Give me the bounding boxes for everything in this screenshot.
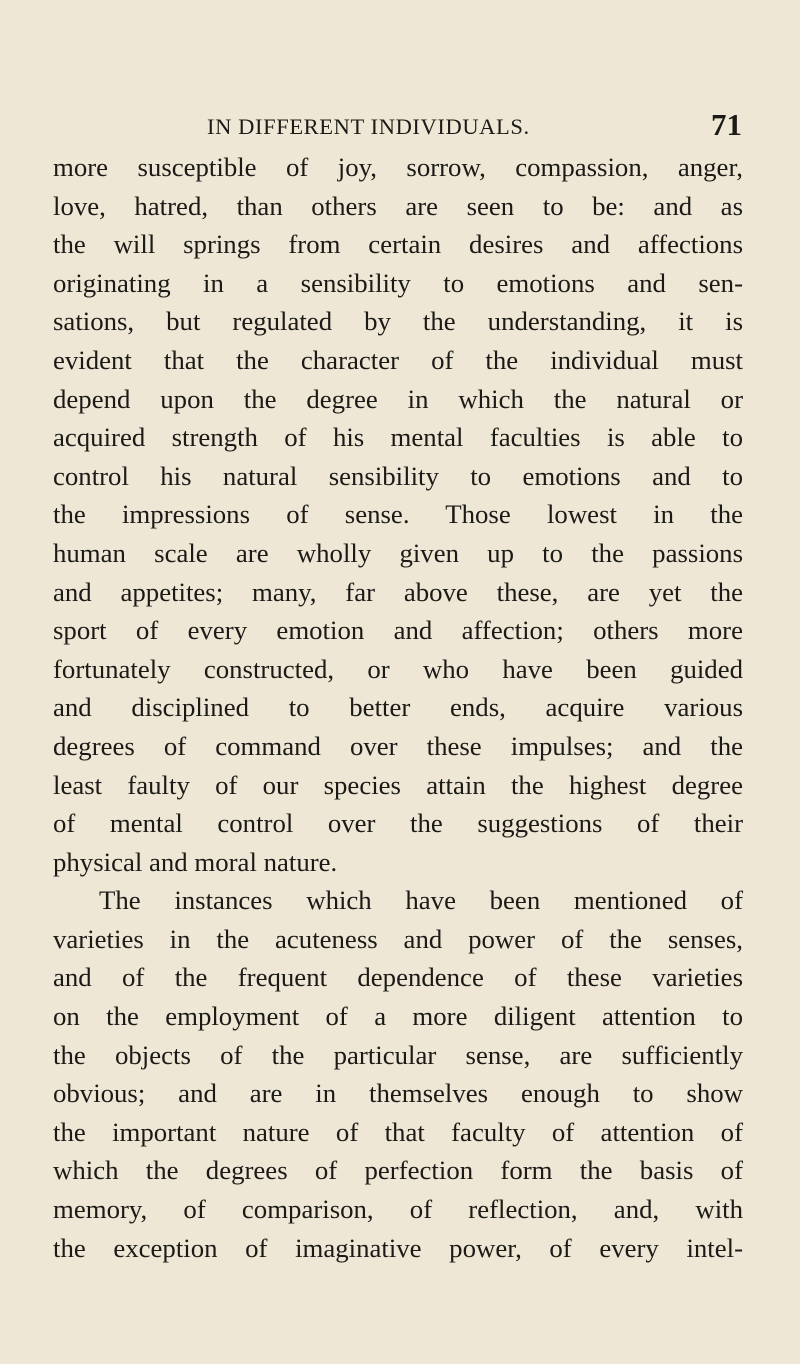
text-line: control his natural sensibility to emotions and to xyxy=(53,460,743,491)
text-line: sport of every emotion and affection; others more xyxy=(53,615,743,646)
text-line: which the degrees of perfection form the basis of xyxy=(53,1155,743,1186)
text-line: and appetites; many, far above these, are yet the xyxy=(53,576,743,607)
paragraph-start-line: The instances which have been mentioned of xyxy=(99,885,743,916)
text-line: the will springs from certain desires and affections xyxy=(53,229,743,260)
text-line: depend upon the degree in which the natural or xyxy=(53,383,743,414)
text-line: least faulty of our species attain the highest degree xyxy=(53,769,743,800)
text-line: of mental control over the suggestions of their xyxy=(53,808,743,839)
text-line: fortunately constructed, or who have been guided xyxy=(53,653,743,684)
text-line: the important nature of that faculty of attention of xyxy=(53,1116,743,1147)
running-head xyxy=(207,107,742,146)
body-text xyxy=(53,148,743,1267)
text-line: love, hatred, than others are seen to be: and as xyxy=(53,190,743,221)
text-line: the exception of imaginative power, of every intel- xyxy=(53,1232,743,1263)
text-line: obvious; and are in themselves enough to show xyxy=(53,1078,743,1109)
text-line: evident that the character of the individual must xyxy=(53,344,743,375)
text-line: acquired strength of his mental faculties is able to xyxy=(53,422,743,453)
text-line: varieties in the acuteness and power of the senses, xyxy=(53,923,743,954)
text-line: human scale are wholly given up to the passions xyxy=(53,537,743,568)
text-line: memory, of comparison, of reflection, and, with xyxy=(53,1194,743,1225)
text-line: on the employment of a more diligent attention to xyxy=(53,1001,743,1032)
text-line: and of the frequent dependence of these varieties xyxy=(53,962,743,993)
text-line: and disciplined to better ends, acquire various xyxy=(53,692,743,723)
text-line: sations, but regulated by the understanding, it is xyxy=(53,306,743,337)
text-line: degrees of command over these impulses; and the xyxy=(53,730,743,761)
text-line: originating in a sensibility to emotions and sen- xyxy=(53,267,743,298)
text-line: the impressions of sense. Those lowest in the xyxy=(53,499,743,530)
paragraph-end-line: physical and moral nature. xyxy=(53,846,338,877)
text-line: the objects of the particular sense, are sufficiently xyxy=(53,1039,743,1070)
page-number: 71 xyxy=(711,107,742,142)
running-head-title: IN DIFFERENT INDIVIDUALS. xyxy=(207,114,530,139)
text-line: more susceptible of joy, sorrow, compassion, anger, xyxy=(53,152,743,182)
